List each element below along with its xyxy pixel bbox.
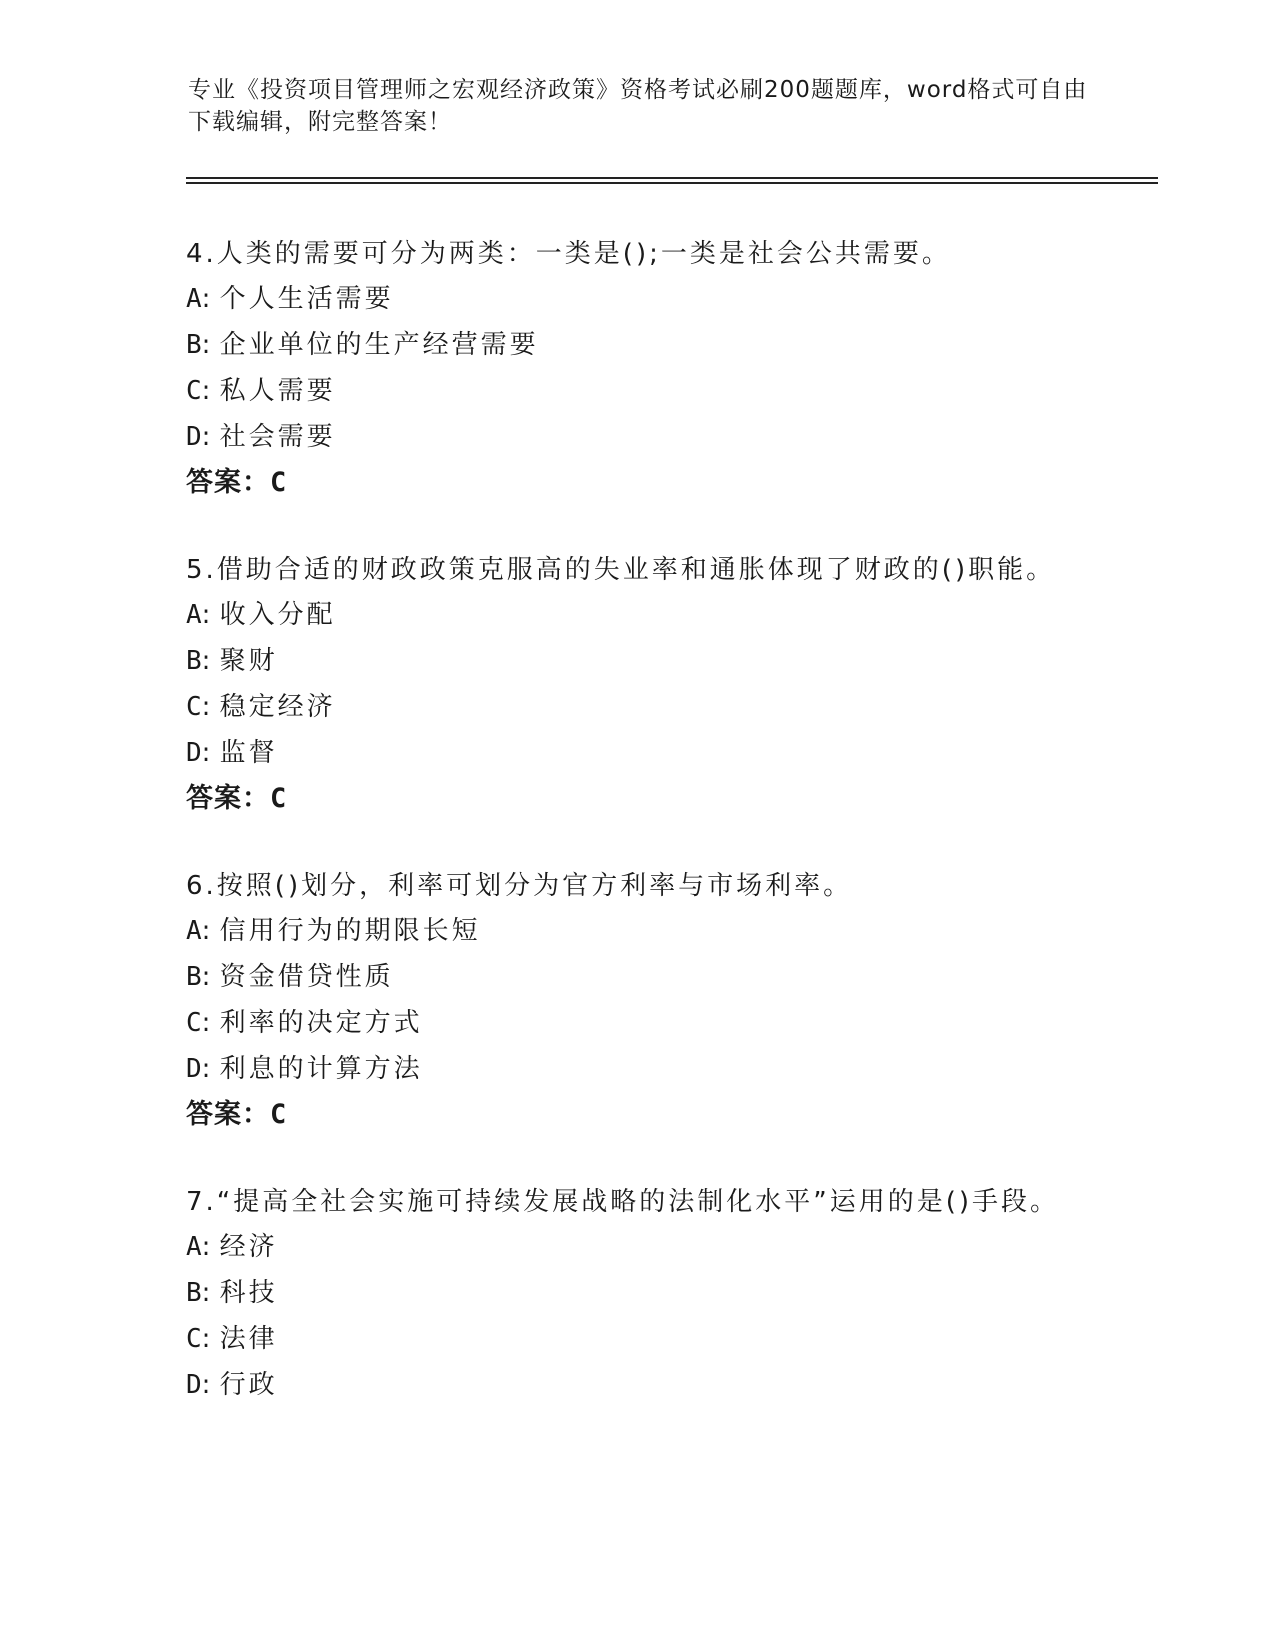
question-5 xyxy=(186,548,1086,822)
header-divider-bottom xyxy=(186,182,1158,184)
option-b: B: 科技 xyxy=(186,1278,278,1308)
option-b: B: 聚财 xyxy=(186,646,278,676)
option-c: C: 法律 xyxy=(186,1324,278,1354)
question-stem: 5.借助合适的财政政策克服高的失业率和通胀体现了财政的()职能。 xyxy=(186,555,1056,585)
option-a: A: 收入分配 xyxy=(186,600,336,630)
option-b: B: 资金借贷性质 xyxy=(186,962,394,992)
option-d: D: 监督 xyxy=(186,738,278,768)
option-a: A: 个人生活需要 xyxy=(186,284,394,314)
question-stem: 7.“提高全社会实施可持续发展战略的法制化水平”运用的是()手段。 xyxy=(186,1187,1060,1217)
option-b: B: 企业单位的生产经营需要 xyxy=(186,330,539,360)
question-stem: 4.人类的需要可分为两类：一类是();一类是社会公共需要。 xyxy=(186,239,951,269)
header-divider-top xyxy=(186,177,1158,179)
document-title: 专业《投资项目管理师之宏观经济政策》资格考试必刷200题题库，word格式可自由下载编辑，附完整答案！ xyxy=(188,77,1088,135)
option-c: C: 利率的决定方式 xyxy=(186,1008,423,1038)
question-6 xyxy=(186,864,1086,1138)
question-7 xyxy=(186,1180,1066,1408)
option-d: D: 利息的计算方法 xyxy=(186,1054,423,1084)
option-d: D: 社会需要 xyxy=(186,422,336,452)
question-4 xyxy=(186,232,1086,506)
question-stem: 6.按照()划分，利率可划分为官方利率与市场利率。 xyxy=(186,871,853,901)
answer-line: 答案：C xyxy=(186,1099,288,1130)
option-c: C: 稳定经济 xyxy=(186,692,336,722)
option-a: A: 经济 xyxy=(186,1232,278,1262)
option-d: D: 行政 xyxy=(186,1370,278,1400)
answer-line: 答案：C xyxy=(186,783,288,814)
answer-line: 答案：C xyxy=(186,467,288,498)
option-c: C: 私人需要 xyxy=(186,376,336,406)
option-a: A: 信用行为的期限长短 xyxy=(186,916,481,946)
